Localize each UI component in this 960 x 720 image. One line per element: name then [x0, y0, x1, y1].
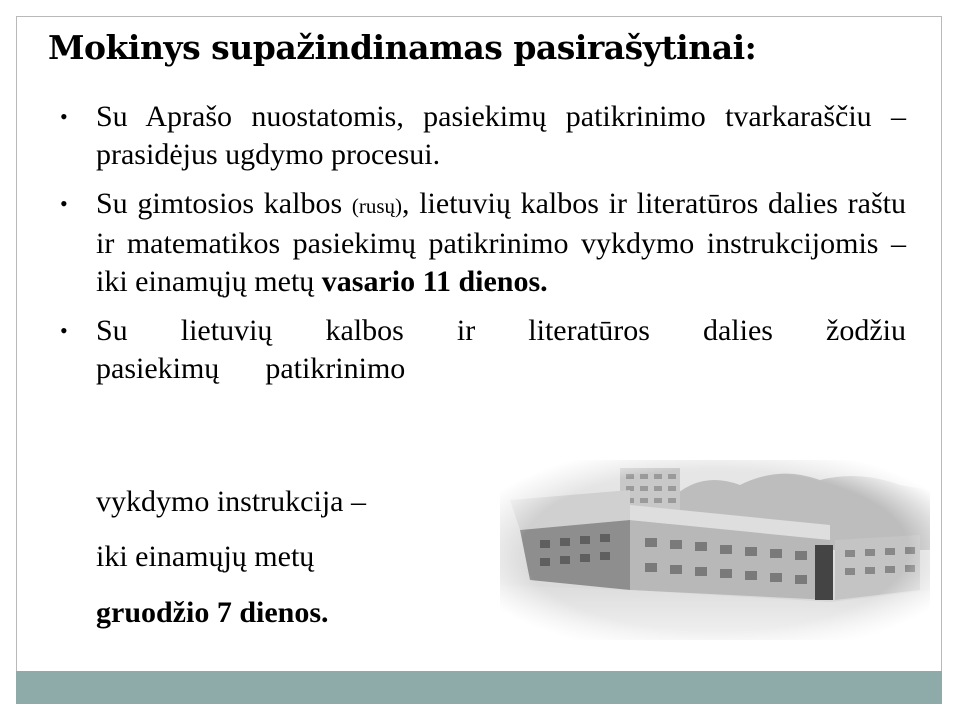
bullet-item	[60, 185, 906, 301]
bullet-continuation: iki einamųjų metų	[96, 540, 315, 573]
school-building-image	[500, 460, 930, 640]
bullet-text-bold: vasario 11 dienos.	[321, 265, 548, 298]
bullet-continuation: vykdymo instrukcija –	[96, 485, 366, 518]
bullet-text: Su Aprašo nuostatomis, pasiekimų patikrinimo tvarkaraščiu – prasidėjus ugdymo procesui.	[96, 100, 906, 171]
bullet-dot-icon: •	[60, 104, 68, 129]
bullet-text-line	[96, 350, 906, 388]
bullet-item	[60, 312, 906, 388]
bullet-text: Su lietuvių kalbos ir literatūros dalies žodžiu	[96, 314, 906, 347]
bullet-item	[60, 98, 906, 174]
bullet-text: pasiekimų	[96, 352, 220, 385]
bullet-text: patikrinimo	[265, 352, 406, 385]
bullet-dot-icon: •	[60, 318, 68, 343]
bullet-text: , lietuvių kalbos ir literatūros dalies raštu ir matematikos pasiekimų patikrinimo vykdymo instrukcijomis – iki einamųjų metų	[96, 187, 906, 298]
bullet-text-small: (rusų)	[351, 194, 402, 218]
bullet-continuation-bold: gruodžio 7 dienos.	[96, 596, 329, 629]
footer-band	[16, 671, 942, 704]
slide-title: Mokinys supažindinamas pasirašytinai:	[48, 28, 757, 67]
bullet-list	[60, 98, 906, 388]
bullet-text: Su gimtosios kalbos	[96, 187, 352, 220]
bullet-dot-icon: •	[60, 191, 68, 216]
